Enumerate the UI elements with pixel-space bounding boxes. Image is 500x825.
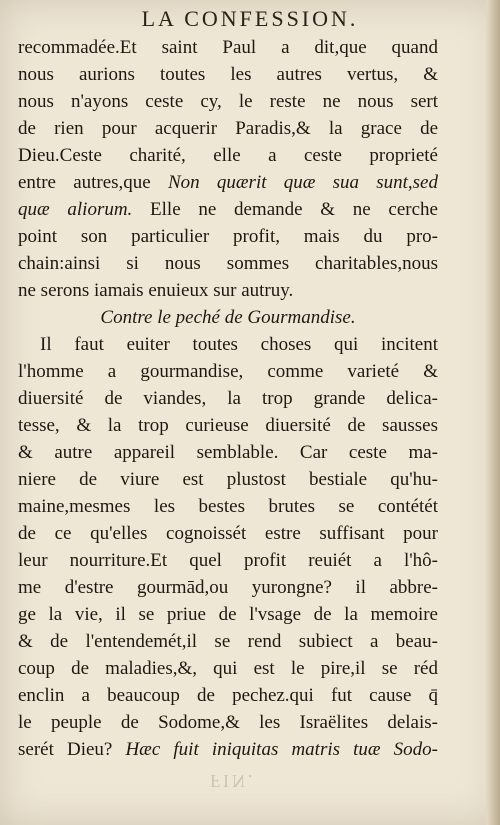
text-line	[18, 88, 438, 115]
text-segment: Elle ne demande & ne cerche	[132, 199, 438, 220]
text-segment: Contre le peché de Gourmandise.	[100, 307, 356, 328]
text-line	[18, 601, 438, 628]
text-segment: ge la vie, il se priue de l'vsage de la memoire	[18, 604, 438, 625]
text-line	[18, 736, 438, 763]
text-segment: & de l'entendemét,il se rend subiect a beau-	[18, 631, 438, 652]
text-line	[18, 277, 438, 304]
text-segment: point son particulier profit, mais du pro-	[18, 226, 438, 247]
latin-quotation: Non quærit quæ sua sunt,sed	[167, 172, 438, 193]
page-edge-shadow	[486, 0, 500, 825]
latin-quotation: quæ aliorum.	[18, 199, 133, 220]
text-line	[18, 331, 438, 358]
text-segment: & autre appareil semblable. Car ceste ma-	[18, 442, 438, 463]
text-segment: leur nourriture.Et quel profit reuiét a l'hô-	[18, 550, 438, 571]
bleed-through-text: FIN.	[210, 771, 256, 791]
section-heading	[18, 304, 438, 331]
text-segment: nous aurions toutes les autres vertus, &	[18, 64, 438, 85]
text-segment: chain:ainsi si nous sommes charitables,nous	[18, 253, 438, 274]
text-line	[18, 115, 438, 142]
text-line	[18, 250, 438, 277]
text-line	[18, 223, 438, 250]
text-segment: entre autres,que	[18, 172, 168, 193]
text-line	[18, 655, 438, 682]
body-text	[18, 34, 438, 763]
text-segment: me d'estre gourmād,ou yurongne? il abbre-	[18, 577, 438, 598]
text-segment: Il faut euiter toutes choses qui incitent	[40, 334, 438, 355]
latin-quotation: Hæc fuit iniquitas matris tuæ Sodo-	[125, 739, 438, 760]
text-segment: niere de viure est plustost bestiale qu'hu-	[18, 469, 438, 490]
text-segment: Dieu.Ceste charité, elle a ceste proprieté	[18, 145, 438, 166]
text-line	[18, 34, 438, 61]
text-line	[18, 61, 438, 88]
text-segment: de ce qu'elles cognoissét estre suffisant pour	[18, 523, 438, 544]
text-line	[18, 169, 438, 196]
text-segment: maine,mesmes les bestes brutes se contétét	[18, 496, 438, 517]
text-segment: enclin a beaucoup de pechez.qui fut cause q̄	[18, 685, 438, 706]
text-segment: nous n'ayons ceste cy, le reste ne nous sert	[18, 91, 438, 112]
text-segment: diuersité de viandes, la trop grande delica-	[18, 388, 438, 409]
text-line	[18, 358, 438, 385]
text-line	[18, 439, 438, 466]
text-segment: le peuple de Sodome,& les Israëlites delais-	[18, 712, 438, 733]
text-line	[18, 385, 438, 412]
text-segment: recommadée.Et saint Paul a dit,que quand	[18, 37, 438, 58]
text-line	[18, 709, 438, 736]
running-head: LA CONFESSION.	[141, 6, 359, 31]
text-line	[18, 574, 438, 601]
text-segment: coup de maladies,&, qui est le pire,il se réd	[18, 658, 438, 679]
text-line	[18, 682, 438, 709]
text-segment: serét Dieu?	[18, 739, 126, 760]
text-segment: de rien pour acquerir Paradis,& la grace de	[18, 118, 438, 139]
text-segment: tesse, & la trop curieuse diuersité de sausses	[18, 415, 438, 436]
text-line	[18, 142, 438, 169]
text-line	[18, 547, 438, 574]
text-line	[18, 628, 438, 655]
text-segment: ne serons iamais enuieux sur autruy.	[18, 280, 294, 301]
text-line	[18, 412, 438, 439]
text-segment: l'homme a gourmandise, comme varieté &	[18, 361, 438, 382]
text-line	[18, 520, 438, 547]
text-line	[18, 466, 438, 493]
text-line	[18, 196, 438, 223]
text-line	[18, 493, 438, 520]
